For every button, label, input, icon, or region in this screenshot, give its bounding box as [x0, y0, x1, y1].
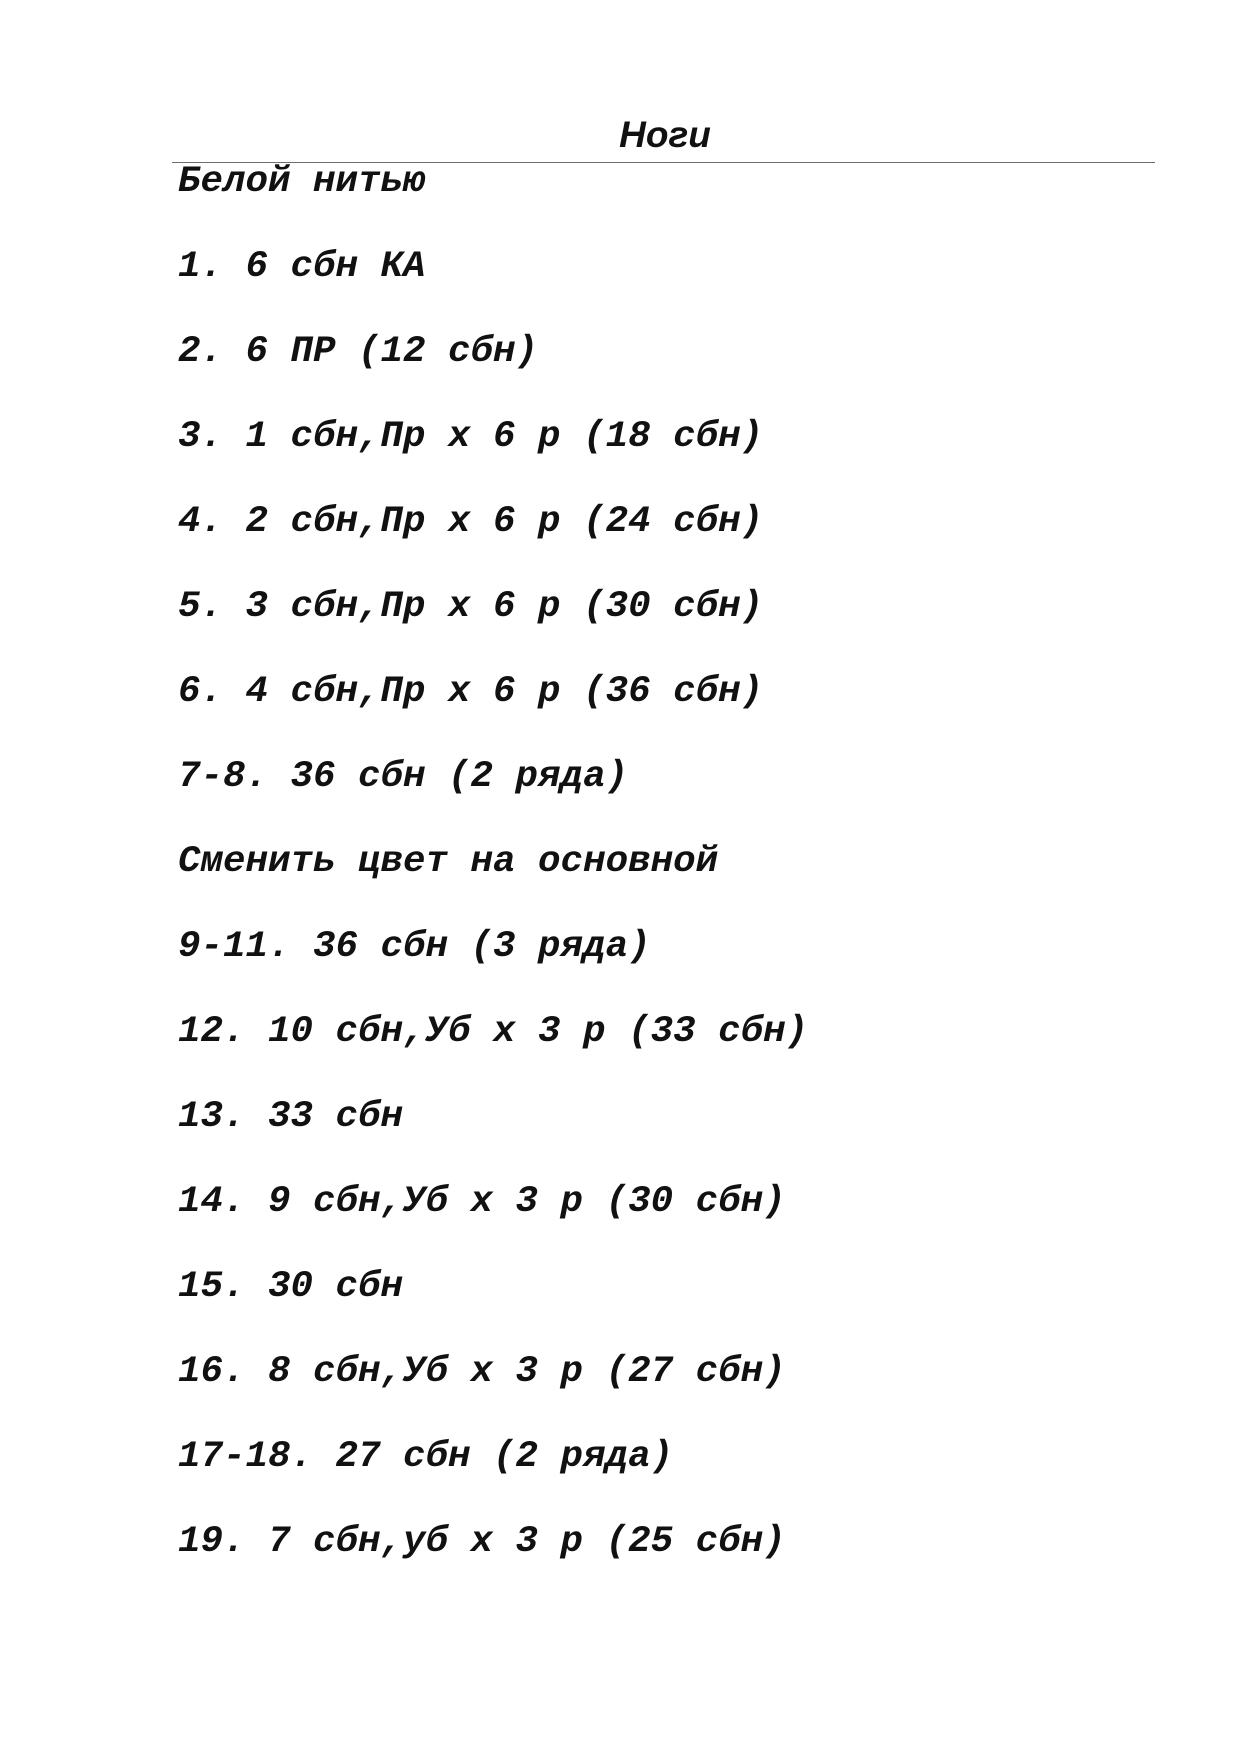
row-instruction: 2. 6 ПР (12 сбн) [178, 331, 539, 373]
row-instruction: 16. 8 сбн,Уб х 3 р (27 сбн) [178, 1351, 786, 1393]
row-instruction: 19. 7 сбн,уб х 3 р (25 сбн) [178, 1521, 786, 1563]
row-instruction: 6. 4 сбн,Пр х 6 р (36 сбн) [178, 671, 764, 713]
row-instruction: 12. 10 сбн,Уб х 3 р (33 сбн) [178, 1011, 809, 1053]
instruction-list [178, 160, 808, 1605]
row-instruction: 7-8. 36 сбн (2 ряда) [178, 756, 629, 798]
row-instruction: 17-18. 27 сбн (2 ряда) [178, 1436, 674, 1478]
row-instruction: 15. 30 сбн [178, 1266, 404, 1308]
row-instruction: 5. 3 сбн,Пр х 6 р (30 сбн) [178, 586, 764, 628]
row-instruction: 14. 9 сбн,Уб х 3 р (30 сбн) [178, 1181, 786, 1223]
section-note-white-yarn: Белой нитью [178, 161, 426, 203]
row-instruction: 1. 6 сбн КА [178, 246, 426, 288]
row-instruction: 4. 2 сбн,Пр х 6 р (24 сбн) [178, 501, 764, 543]
row-instruction: 9-11. 36 сбн (3 ряда) [178, 926, 651, 968]
row-instruction: 13. 33 сбн [178, 1096, 404, 1138]
row-instruction: 3. 1 сбн,Пр х 6 р (18 сбн) [178, 416, 764, 458]
page-title: Ноги [619, 114, 711, 155]
section-note-change-color: Сменить цвет на основной [178, 841, 719, 883]
